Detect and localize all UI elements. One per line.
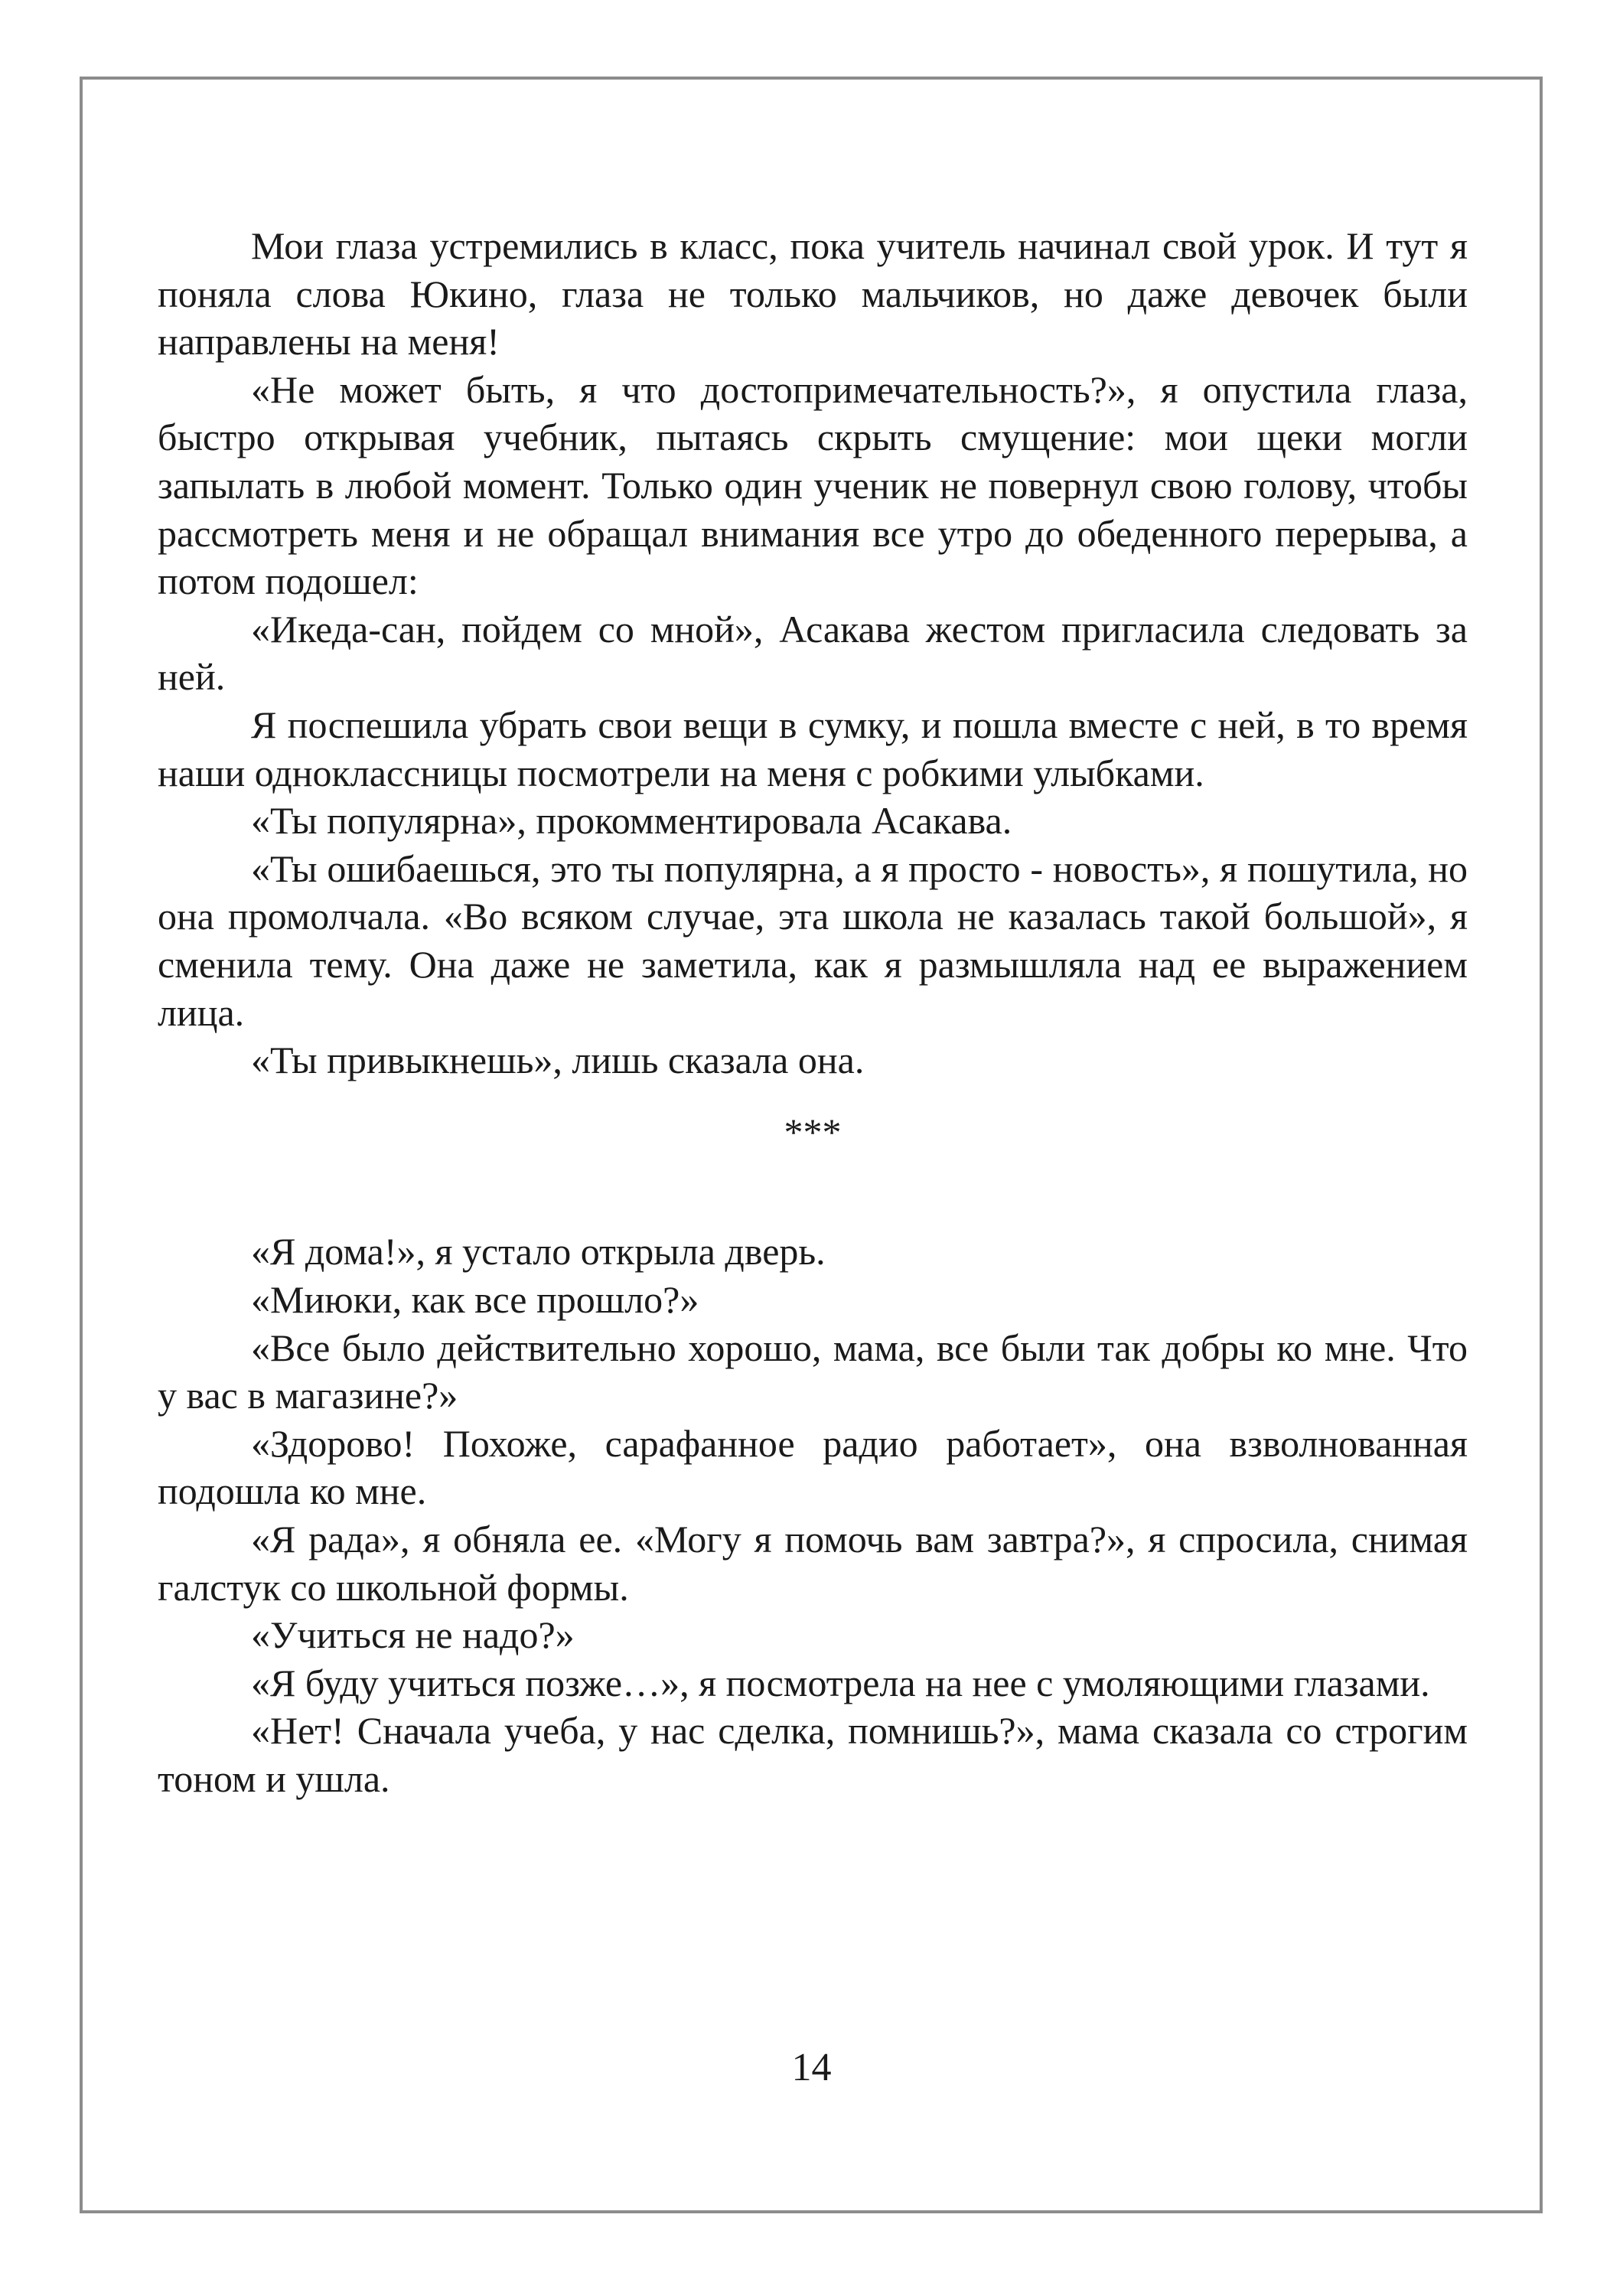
paragraph: «Не может быть, я что достопримечательность?», я опустила глаза, быстро открывая учебник, пытаясь скрыть смущение: мои щеки могли запылать в любой момент. Только один ученик не повернул свою голову, чтобы рассмотреть меня и не обращал внимания все утро до обеденного перерыва, а потом подошел: [158, 367, 1468, 603]
paragraph: Я поспешила убрать свои вещи в сумку, и пошла вместе с ней, в то время наши одноклассницы посмотрели на меня с робкими улыбками. [158, 703, 1468, 794]
paragraph: «Учиться не надо?» [251, 1613, 575, 1657]
paragraph: «Я дома!», я устало открыла дверь. [251, 1230, 826, 1274]
paragraph: «Я буду учиться позже…», я посмотрела на нее с умоляющими глазами. [251, 1661, 1430, 1704]
paragraph: «Икеда-сан, пойдем со мной», Асакава жестом пригласила следовать за ней. [158, 607, 1468, 699]
paragraph: «Ты ошибаешься, это ты популярна, а я просто - новость», я пошутила, но она промолчала. «Во всяком случае, эта школа не казалась такой большой», я сменила тему. Она даже не заметила, как я размышляла над ее выражением лица. [158, 846, 1468, 1034]
paragraph: Мои глаза устремились в класс, пока учитель начинал свой урок. И тут я поняла слова Юкино, глаза не только мальчиков, но даже девочек были направлены на меня! [158, 224, 1468, 364]
page-number: 14 [791, 2046, 832, 2089]
paragraph: «Я рада», я обняла ее. «Могу я помочь вам завтра?», я спросила, снимая галстук со школьной формы. [158, 1518, 1468, 1609]
paragraph: «Ты привыкнешь», лишь сказала она. [251, 1039, 865, 1082]
section-separator: *** [784, 1110, 842, 1153]
text-body [158, 222, 1468, 1803]
paragraph: «Ты популярна», прокомментировала Асакава. [251, 799, 1012, 843]
paragraph: «Здорово! Похоже, сарафанное радио работает», она взволнованная подошла ко мне. [158, 1421, 1468, 1513]
paragraph: «Все было действительно хорошо, мама, все были так добры ко мне. Что у вас в магазине?» [158, 1326, 1468, 1417]
paragraph: «Миюки, как все прошло?» [251, 1278, 699, 1322]
paragraph: «Нет! Сначала учеба, у нас сделка, помнишь?», мама сказала со строгим тоном и ушла. [158, 1709, 1468, 1801]
